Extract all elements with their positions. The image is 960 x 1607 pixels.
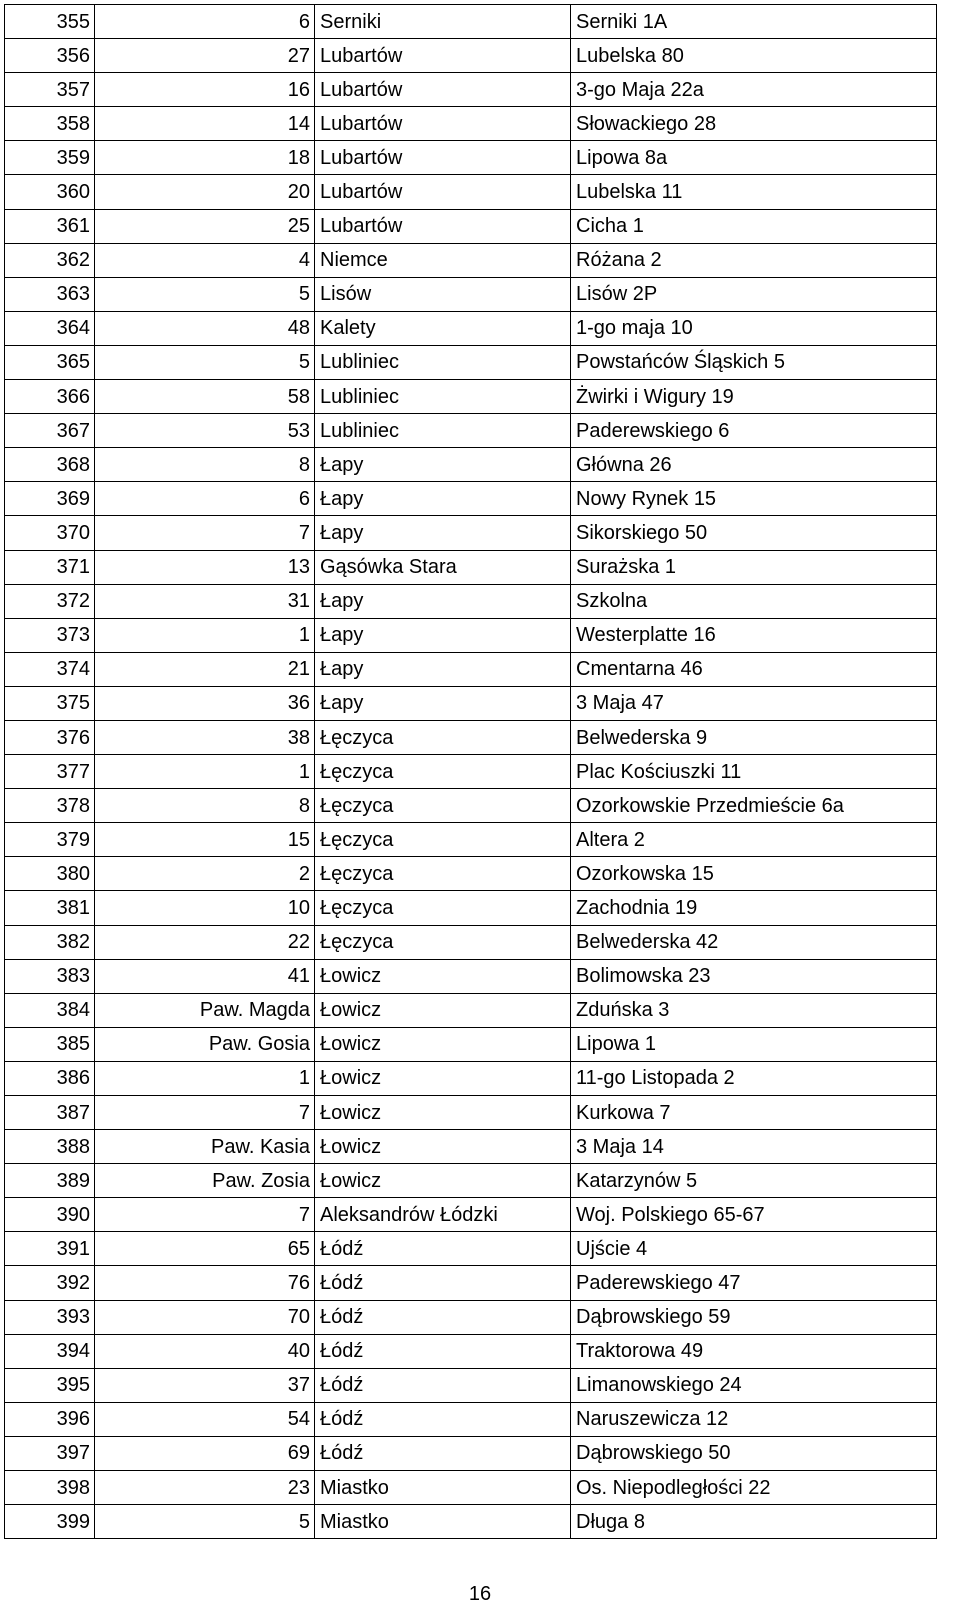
address-cell: Plac Kościuszki 11	[571, 755, 937, 789]
code-cell: 5	[95, 345, 315, 379]
city-cell: Łapy	[315, 584, 571, 618]
code-cell: 5	[95, 277, 315, 311]
address-table	[4, 4, 937, 1539]
code-cell: 10	[95, 891, 315, 925]
table-row	[5, 891, 937, 925]
table-row	[5, 1300, 937, 1334]
row-number-cell: 366	[5, 380, 95, 414]
row-number-cell: 373	[5, 618, 95, 652]
code-cell: 27	[95, 39, 315, 73]
table-row	[5, 243, 937, 277]
city-cell: Kalety	[315, 311, 571, 345]
address-cell: Lisów 2P	[571, 277, 937, 311]
table-row	[5, 1130, 937, 1164]
table-row	[5, 1334, 937, 1368]
address-cell: Woj. Polskiego 65-67	[571, 1198, 937, 1232]
row-number-cell: 356	[5, 39, 95, 73]
city-cell: Łódź	[315, 1232, 571, 1266]
address-cell: Ozorkowskie Przedmieście 6a	[571, 789, 937, 823]
code-cell: 1	[95, 618, 315, 652]
table-row	[5, 1471, 937, 1505]
table-row	[5, 1436, 937, 1470]
code-cell: Paw. Magda	[95, 993, 315, 1027]
row-number-cell: 376	[5, 720, 95, 754]
table-row	[5, 857, 937, 891]
code-cell: 8	[95, 448, 315, 482]
row-number-cell: 393	[5, 1300, 95, 1334]
address-cell: Długa 8	[571, 1505, 937, 1539]
address-cell: Os. Niepodległości 22	[571, 1471, 937, 1505]
city-cell: Łowicz	[315, 1164, 571, 1198]
address-cell: Serniki 1A	[571, 5, 937, 39]
row-number-cell: 397	[5, 1436, 95, 1470]
table-row	[5, 1164, 937, 1198]
code-cell: 7	[95, 1096, 315, 1130]
page-number: 16	[468, 1583, 492, 1605]
city-cell: Łowicz	[315, 1061, 571, 1095]
city-cell: Łódź	[315, 1368, 571, 1402]
table-row	[5, 993, 937, 1027]
address-cell: Belwederska 42	[571, 925, 937, 959]
address-cell: 11-go Listopada 2	[571, 1061, 937, 1095]
table-row	[5, 1368, 937, 1402]
table-row	[5, 652, 937, 686]
address-cell: Cicha 1	[571, 209, 937, 243]
city-cell: Łowicz	[315, 1096, 571, 1130]
row-number-cell: 371	[5, 550, 95, 584]
row-number-cell: 390	[5, 1198, 95, 1232]
row-number-cell: 383	[5, 959, 95, 993]
row-number-cell: 379	[5, 823, 95, 857]
code-cell: 25	[95, 209, 315, 243]
row-number-cell: 374	[5, 652, 95, 686]
address-cell: Belwederska 9	[571, 720, 937, 754]
code-cell: 41	[95, 959, 315, 993]
table-row	[5, 516, 937, 550]
city-cell: Łowicz	[315, 959, 571, 993]
city-cell: Łapy	[315, 448, 571, 482]
table-row	[5, 686, 937, 720]
row-number-cell: 394	[5, 1334, 95, 1368]
code-cell: 7	[95, 516, 315, 550]
table-row	[5, 959, 937, 993]
code-cell: 48	[95, 311, 315, 345]
row-number-cell: 359	[5, 141, 95, 175]
address-cell: Katarzynów 5	[571, 1164, 937, 1198]
code-cell: 6	[95, 482, 315, 516]
code-cell: Paw. Zosia	[95, 1164, 315, 1198]
address-cell: Bolimowska 23	[571, 959, 937, 993]
table-row	[5, 1198, 937, 1232]
code-cell: 40	[95, 1334, 315, 1368]
table-row	[5, 380, 937, 414]
code-cell: 18	[95, 141, 315, 175]
address-cell: Słowackiego 28	[571, 107, 937, 141]
row-number-cell: 364	[5, 311, 95, 345]
row-number-cell: 380	[5, 857, 95, 891]
row-number-cell: 375	[5, 686, 95, 720]
row-number-cell: 392	[5, 1266, 95, 1300]
row-number-cell: 395	[5, 1368, 95, 1402]
address-cell: 3 Maja 47	[571, 686, 937, 720]
city-cell: Łęczyca	[315, 720, 571, 754]
city-cell: Łódź	[315, 1266, 571, 1300]
table-row	[5, 448, 937, 482]
address-cell: Zduńska 3	[571, 993, 937, 1027]
address-cell: Żwirki i Wigury 19	[571, 380, 937, 414]
code-cell: 15	[95, 823, 315, 857]
row-number-cell: 377	[5, 755, 95, 789]
row-number-cell: 396	[5, 1402, 95, 1436]
row-number-cell: 399	[5, 1505, 95, 1539]
table-row	[5, 720, 937, 754]
city-cell: Łęczyca	[315, 755, 571, 789]
code-cell: 2	[95, 857, 315, 891]
row-number-cell: 361	[5, 209, 95, 243]
address-cell: Cmentarna 46	[571, 652, 937, 686]
address-cell: 3-go Maja 22a	[571, 73, 937, 107]
city-cell: Miastko	[315, 1505, 571, 1539]
table-row	[5, 1061, 937, 1095]
table-row	[5, 584, 937, 618]
city-cell: Łapy	[315, 516, 571, 550]
row-number-cell: 378	[5, 789, 95, 823]
address-cell: Paderewskiego 6	[571, 414, 937, 448]
table-row	[5, 39, 937, 73]
code-cell: 76	[95, 1266, 315, 1300]
address-cell: Lubelska 11	[571, 175, 937, 209]
city-cell: Lisów	[315, 277, 571, 311]
city-cell: Lubliniec	[315, 345, 571, 379]
row-number-cell: 363	[5, 277, 95, 311]
address-cell: 3 Maja 14	[571, 1130, 937, 1164]
city-cell: Łowicz	[315, 1027, 571, 1061]
code-cell: 23	[95, 1471, 315, 1505]
row-number-cell: 369	[5, 482, 95, 516]
address-cell: Powstańców Śląskich 5	[571, 345, 937, 379]
row-number-cell: 357	[5, 73, 95, 107]
city-cell: Lubartów	[315, 175, 571, 209]
code-cell: 6	[95, 5, 315, 39]
row-number-cell: 381	[5, 891, 95, 925]
address-cell: Ozorkowska 15	[571, 857, 937, 891]
city-cell: Łódź	[315, 1334, 571, 1368]
table-row	[5, 311, 937, 345]
table-row	[5, 107, 937, 141]
city-cell: Łęczyca	[315, 891, 571, 925]
table-row	[5, 175, 937, 209]
table-row	[5, 823, 937, 857]
row-number-cell: 358	[5, 107, 95, 141]
address-cell: Różana 2	[571, 243, 937, 277]
city-cell: Łęczyca	[315, 857, 571, 891]
city-cell: Łódź	[315, 1300, 571, 1334]
address-cell: Altera 2	[571, 823, 937, 857]
row-number-cell: 370	[5, 516, 95, 550]
code-cell: 37	[95, 1368, 315, 1402]
city-cell: Lubliniec	[315, 380, 571, 414]
address-cell: 1-go maja 10	[571, 311, 937, 345]
table-row	[5, 209, 937, 243]
address-cell: Kurkowa 7	[571, 1096, 937, 1130]
city-cell: Lubartów	[315, 141, 571, 175]
city-cell: Łapy	[315, 652, 571, 686]
city-cell: Łowicz	[315, 1130, 571, 1164]
address-cell: Dąbrowskiego 50	[571, 1436, 937, 1470]
table-row	[5, 73, 937, 107]
table-row	[5, 789, 937, 823]
code-cell: 1	[95, 755, 315, 789]
city-cell: Łódź	[315, 1436, 571, 1470]
row-number-cell: 391	[5, 1232, 95, 1266]
row-number-cell: 384	[5, 993, 95, 1027]
code-cell: 31	[95, 584, 315, 618]
code-cell: 36	[95, 686, 315, 720]
code-cell: 4	[95, 243, 315, 277]
city-cell: Łapy	[315, 482, 571, 516]
city-cell: Miastko	[315, 1471, 571, 1505]
table-row	[5, 1266, 937, 1300]
table-row	[5, 1027, 937, 1061]
code-cell: 22	[95, 925, 315, 959]
address-cell: Sikorskiego 50	[571, 516, 937, 550]
address-cell: Główna 26	[571, 448, 937, 482]
address-cell: Lipowa 1	[571, 1027, 937, 1061]
city-cell: Łęczyca	[315, 823, 571, 857]
row-number-cell: 368	[5, 448, 95, 482]
code-cell: Paw. Kasia	[95, 1130, 315, 1164]
city-cell: Lubartów	[315, 107, 571, 141]
city-cell: Łęczyca	[315, 925, 571, 959]
table-row	[5, 1505, 937, 1539]
row-number-cell: 385	[5, 1027, 95, 1061]
address-cell: Lubelska 80	[571, 39, 937, 73]
code-cell: 16	[95, 73, 315, 107]
city-cell: Łapy	[315, 686, 571, 720]
row-number-cell: 367	[5, 414, 95, 448]
address-cell: Ujście 4	[571, 1232, 937, 1266]
city-cell: Gąsówka Stara	[315, 550, 571, 584]
code-cell: 58	[95, 380, 315, 414]
table-row	[5, 277, 937, 311]
address-cell: Westerplatte 16	[571, 618, 937, 652]
city-cell: Lubartów	[315, 73, 571, 107]
city-cell: Łódź	[315, 1402, 571, 1436]
city-cell: Łęczyca	[315, 789, 571, 823]
table-row	[5, 1096, 937, 1130]
code-cell: 1	[95, 1061, 315, 1095]
row-number-cell: 389	[5, 1164, 95, 1198]
code-cell: 7	[95, 1198, 315, 1232]
table-row	[5, 345, 937, 379]
address-cell: Lipowa 8a	[571, 141, 937, 175]
code-cell: 20	[95, 175, 315, 209]
row-number-cell: 382	[5, 925, 95, 959]
table-row	[5, 482, 937, 516]
table-row	[5, 1402, 937, 1436]
row-number-cell: 360	[5, 175, 95, 209]
table-row	[5, 755, 937, 789]
table-row	[5, 925, 937, 959]
city-cell: Łapy	[315, 618, 571, 652]
address-cell: Nowy Rynek 15	[571, 482, 937, 516]
city-cell: Lubartów	[315, 39, 571, 73]
city-cell: Serniki	[315, 5, 571, 39]
table-row	[5, 5, 937, 39]
address-cell: Szkolna	[571, 584, 937, 618]
code-cell: 21	[95, 652, 315, 686]
code-cell: 70	[95, 1300, 315, 1334]
city-cell: Lubliniec	[315, 414, 571, 448]
address-cell: Naruszewicza 12	[571, 1402, 937, 1436]
table-row	[5, 1232, 937, 1266]
code-cell: 8	[95, 789, 315, 823]
city-cell: Niemce	[315, 243, 571, 277]
address-cell: Limanowskiego 24	[571, 1368, 937, 1402]
address-cell: Dąbrowskiego 59	[571, 1300, 937, 1334]
code-cell: Paw. Gosia	[95, 1027, 315, 1061]
address-cell: Zachodnia 19	[571, 891, 937, 925]
code-cell: 14	[95, 107, 315, 141]
code-cell: 53	[95, 414, 315, 448]
address-cell: Traktorowa 49	[571, 1334, 937, 1368]
city-cell: Lubartów	[315, 209, 571, 243]
code-cell: 38	[95, 720, 315, 754]
table-row	[5, 141, 937, 175]
row-number-cell: 398	[5, 1471, 95, 1505]
city-cell: Aleksandrów Łódzki	[315, 1198, 571, 1232]
row-number-cell: 387	[5, 1096, 95, 1130]
code-cell: 13	[95, 550, 315, 584]
row-number-cell: 355	[5, 5, 95, 39]
code-cell: 5	[95, 1505, 315, 1539]
address-cell: Surażska 1	[571, 550, 937, 584]
row-number-cell: 388	[5, 1130, 95, 1164]
table-body	[5, 5, 937, 1539]
address-cell: Paderewskiego 47	[571, 1266, 937, 1300]
table-row	[5, 550, 937, 584]
row-number-cell: 365	[5, 345, 95, 379]
row-number-cell: 372	[5, 584, 95, 618]
table-row	[5, 414, 937, 448]
code-cell: 69	[95, 1436, 315, 1470]
row-number-cell: 386	[5, 1061, 95, 1095]
city-cell: Łowicz	[315, 993, 571, 1027]
row-number-cell: 362	[5, 243, 95, 277]
code-cell: 65	[95, 1232, 315, 1266]
table-row	[5, 618, 937, 652]
code-cell: 54	[95, 1402, 315, 1436]
